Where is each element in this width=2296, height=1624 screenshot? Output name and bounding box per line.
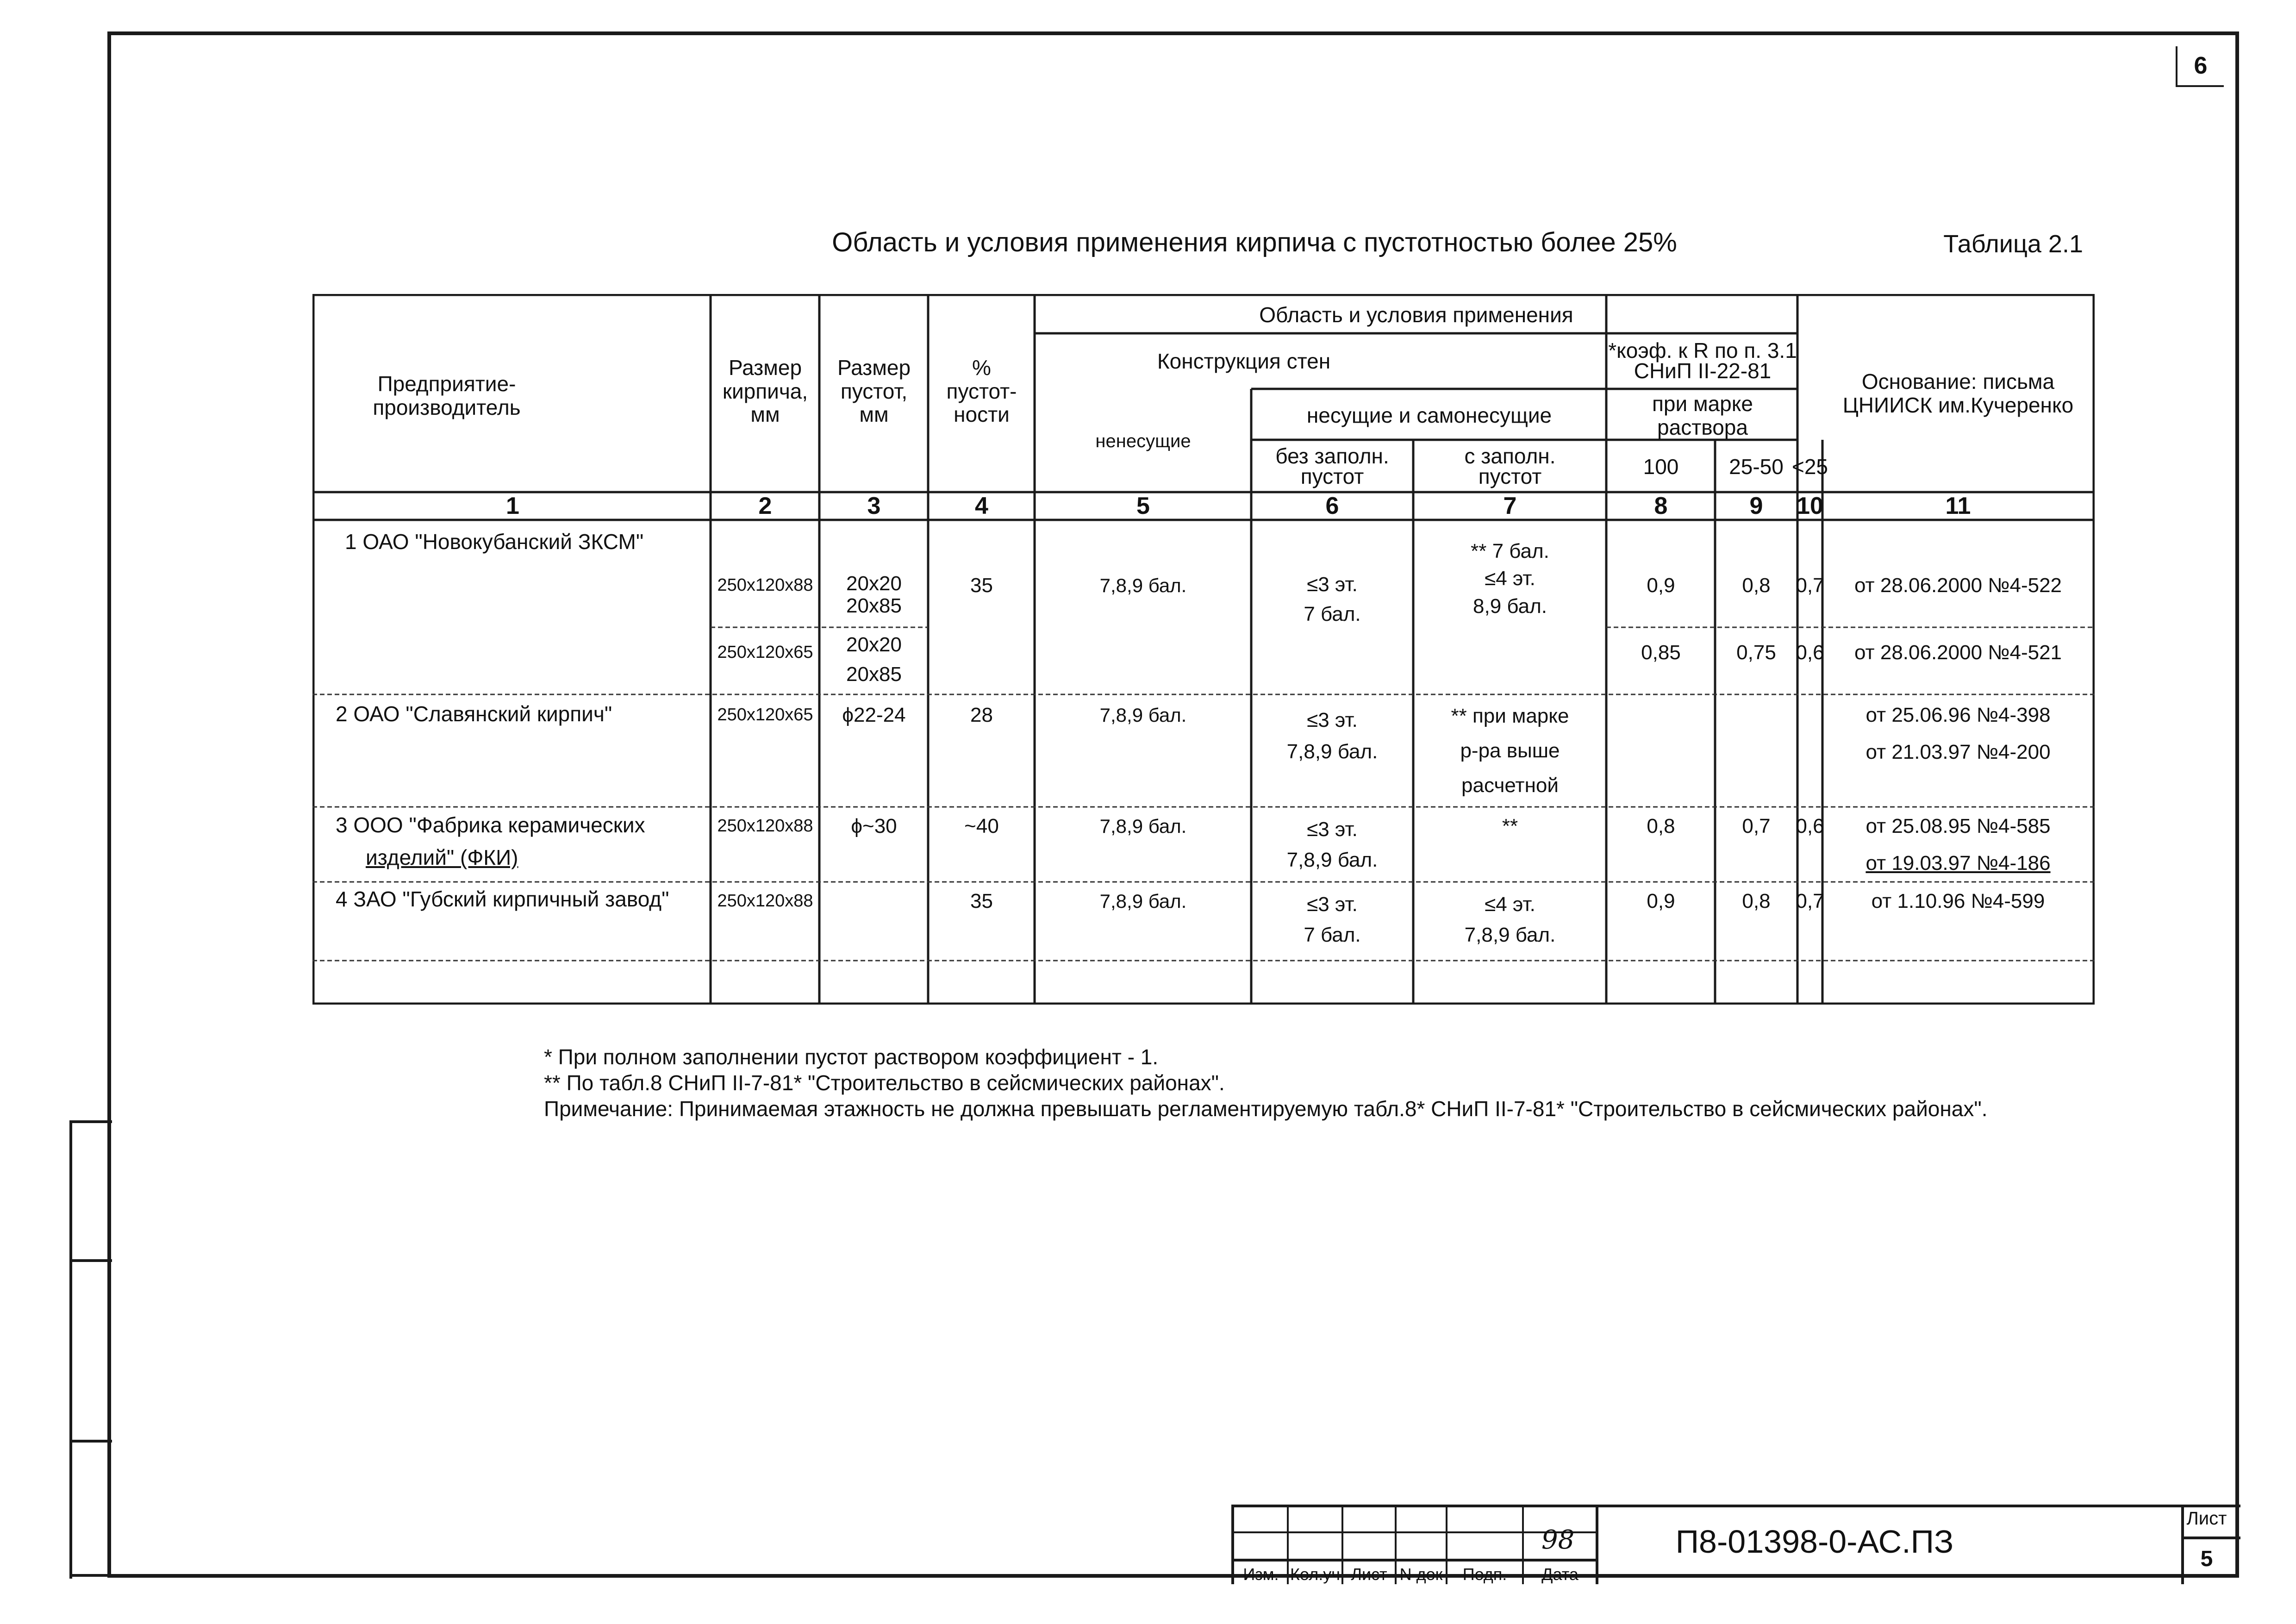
row4-c25: 0,8 [1742,889,1771,912]
row3-void: ϕ~30 [851,814,897,837]
row4-brick: 250х120х88 [717,891,813,911]
stamp-header-n-dok: N док [1399,1565,1443,1584]
row2-with-fill: ** при марке р-ра выше расчетной [1451,705,1569,797]
row4-voidness: 35 [970,889,993,912]
row2-no-fill: ≤3 эт. 7,8,9 бал. [1286,708,1378,763]
stamp-header-list: Лист [1351,1565,1387,1584]
row1-void-b: 20х20 20х85 [846,633,902,686]
row3-voidness: ~40 [964,814,999,837]
header-producer: Предприятие- производитель [373,372,521,419]
header-non-bearing: ненесущие [1095,431,1191,451]
corner-page-number: 6 [2176,46,2224,87]
header-void-size: Размер пустот, мм [837,356,911,427]
header-with-fill: с заполн. пустот [1464,444,1556,488]
row2-basis-a: от 25.06.96 №4-398 [1866,703,2051,726]
row1-non-bearing: 7,8,9 бал. [1099,574,1187,596]
row2-voidness: 28 [970,703,993,726]
header-scope: Область и условия применения [1259,302,1573,327]
row3-producer-a: 3 ООО "Фабрика керамических [336,813,645,837]
row4-non-bearing: 7,8,9 бал. [1099,890,1187,912]
header-mortar: при марке раствора [1652,391,1753,439]
header-mortar-100: 100 [1643,454,1679,479]
row2-non-bearing: 7,8,9 бал. [1099,704,1187,726]
row1-void-a: 20х20 20х85 [846,572,902,617]
col-num-9: 9 [1749,493,1763,520]
header-mortar-25-50: 25-50 [1729,454,1784,479]
row4-c100: 0,9 [1647,889,1675,912]
header-voidness: % пустот- ности [946,356,1017,427]
header-brick-size: Размер кирпича, мм [722,356,808,427]
col-num-8: 8 [1654,493,1668,520]
table-title: Область и условия применения кирпича с пустотностью более 25% [832,227,1677,257]
row3-c25: 0,7 [1742,814,1771,837]
header-bearing: несущие и самонесущие [1306,403,1552,428]
sheet-label: Лист [2186,1508,2227,1529]
col-num-1: 1 [506,493,519,520]
binding-strip [69,1120,112,1579]
row3-basis-b: от 19.03.97 №4-186 [1866,851,2051,874]
header-mortar-lt25: <25 [1791,454,1828,479]
header-basis: Основание: письма ЦНИИСК им.Кучеренко [1842,369,2074,417]
frame-tick [107,44,111,72]
row1-with-fill: ** 7 бал. ≤4 эт. 8,9 бал. [1471,539,1549,618]
row1-c100-a: 0,9 [1647,574,1675,597]
row3-c100: 0,8 [1647,814,1675,837]
row1-no-fill: ≤3 эт. 7 бал. [1304,573,1361,625]
stamp-header-podp: Подп. [1462,1565,1507,1584]
row1-c25-b: 0,75 [1736,641,1776,664]
row3-no-fill: ≤3 эт. 7,8,9 бал. [1286,818,1378,871]
col-num-2: 2 [758,493,772,520]
row4-clt: 0,7 [1796,889,1824,912]
row3-clt: 0,6 [1796,814,1824,837]
footnotes [544,1044,2210,1122]
sheet-number: 5 [2200,1547,2213,1571]
row4-basis: от 1.10.96 №4-599 [1871,889,2045,912]
row3-brick: 250х120х88 [717,816,813,836]
document-code: П8-01398-0-АС.ПЗ [1675,1524,1954,1560]
row3-non-bearing: 7,8,9 бал. [1099,815,1187,837]
row1-producer: 1 ОАО "Новокубанский ЗКСМ" [345,530,644,554]
row4-with-fill: ≤4 эт. 7,8,9 бал. [1464,893,1556,946]
row4-no-fill: ≤3 эт. 7 бал. [1304,893,1361,946]
stamp-header-kol-uch: Кол.уч [1290,1565,1340,1584]
header-walls: Конструкция стен [1157,349,1331,373]
row2-producer: 2 ОАО "Славянский кирпич" [336,702,612,726]
row1-clt-a: 0,7 [1796,574,1824,597]
row1-brick-a: 250х120х88 [717,575,813,595]
col-num-11: 11 [1945,493,1971,520]
row1-c25-a: 0,8 [1742,574,1771,597]
stamp-header-data: Дата [1541,1565,1578,1584]
row3-basis-a: от 25.08.95 №4-585 [1866,814,2051,837]
handwritten-date: 98 [1541,1525,1575,1555]
row2-brick: 250х120х65 [717,705,813,725]
row1-voidness: 35 [970,574,993,597]
row1-basis-a: от 28.06.2000 №4-522 [1854,574,2062,597]
header-coef: *коэф. к R по п. 3.1 СНиП II-22-81 [1608,338,1797,383]
row2-basis-b: от 21.03.97 №4-200 [1866,740,2051,763]
row1-c100-b: 0,85 [1641,641,1681,664]
stamp-header-izm: Изм. [1243,1565,1279,1584]
table-label: Таблица 2.1 [1943,230,2083,258]
row1-clt-b: 0,6 [1796,641,1824,664]
row2-void: ϕ22-24 [842,703,906,726]
row4-void [820,883,928,920]
col-num-10: 10 [1797,493,1823,520]
col-num-5: 5 [1136,493,1150,520]
row3-with-fill: ** [1502,814,1518,837]
col-num-3: 3 [867,493,881,520]
col-num-7: 7 [1503,493,1517,520]
col-num-4: 4 [975,493,988,520]
footnote-1: * При полном заполнении пустот раствором коэффициент - 1. [544,1045,1159,1069]
footnote-2: ** По табл.8 СНиП II-7-81* "Строительство в сейсмических районах". [544,1071,1225,1095]
application-table [312,294,2095,1005]
row3-producer-b: изделий" (ФКИ) [366,845,518,869]
row1-brick-b: 250х120х65 [717,643,813,662]
col-num-6: 6 [1325,493,1339,520]
row4-producer: 4 ЗАО "Губский кирпичный завод" [336,887,669,911]
header-no-fill: без заполн. пустот [1275,444,1389,488]
footnote-note: Примечание: Принимаемая этажность не должна превышать регламентируемую табл.8* СНиП II-7-81* "Строительство в сейсмических районах". [544,1097,1988,1121]
row1-basis-b: от 28.06.2000 №4-521 [1854,641,2062,664]
